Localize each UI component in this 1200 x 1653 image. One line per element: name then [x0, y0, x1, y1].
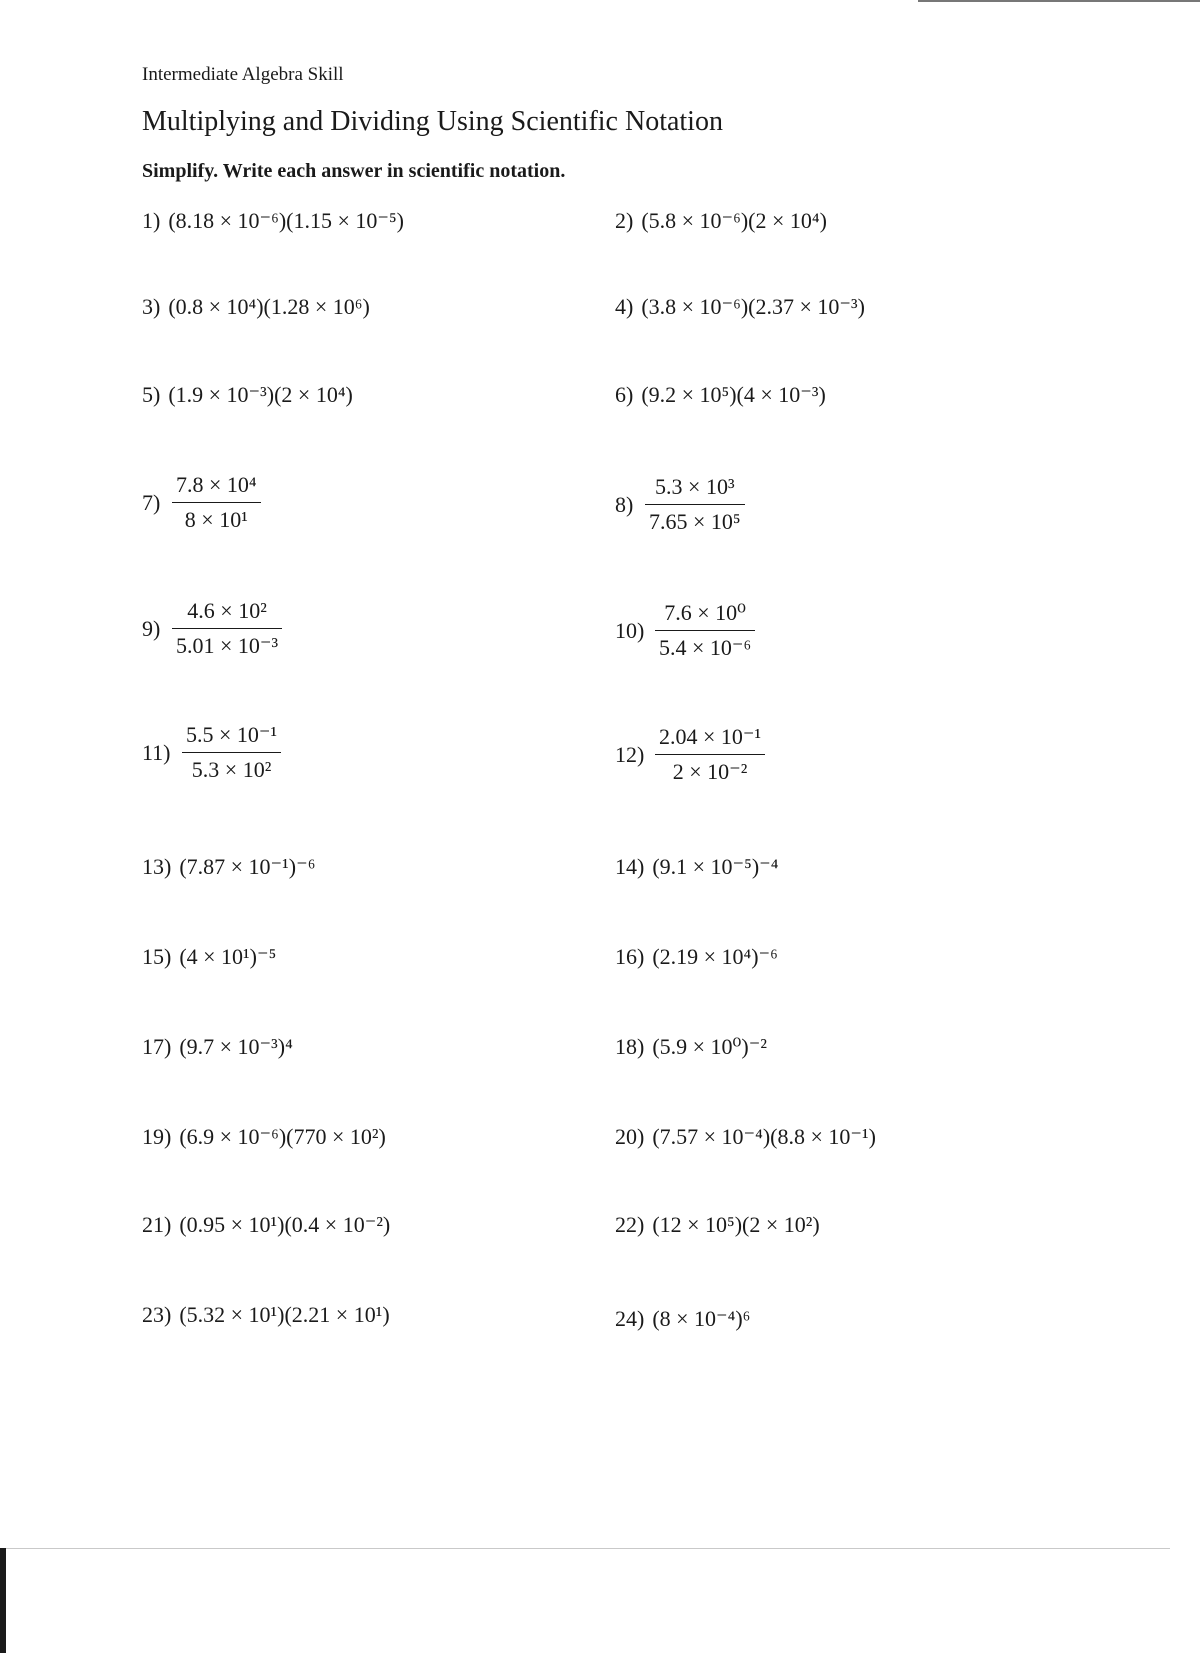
problem-19 — [142, 1124, 386, 1150]
problem-4 — [615, 294, 865, 320]
problem-16 — [615, 944, 778, 970]
problem-expression: (7.87 × 10⁻¹)⁻⁶ — [179, 854, 316, 879]
problem-number: 9) — [142, 616, 161, 641]
problem-number: 22) — [615, 1212, 645, 1237]
fraction — [182, 722, 281, 783]
problem-expression: (5.32 × 10¹)(2.21 × 10¹) — [179, 1302, 390, 1327]
problem-number: 19) — [142, 1124, 172, 1149]
problem-number: 12) — [615, 742, 645, 767]
problem-number: 8) — [615, 492, 634, 517]
numerator: 5.3 × 10³ — [645, 474, 745, 505]
fraction — [172, 472, 261, 533]
problem-number: 14) — [615, 854, 645, 879]
problem-21 — [142, 1212, 390, 1238]
fraction — [655, 724, 765, 785]
numerator: 7.8 × 10⁴ — [172, 472, 261, 503]
problem-17 — [142, 1034, 293, 1060]
problem-number: 6) — [615, 382, 634, 407]
problem-18 — [615, 1034, 767, 1060]
problem-13 — [142, 854, 315, 880]
denominator: 5.01 × 10⁻³ — [176, 633, 279, 658]
problem-expression: (9.7 × 10⁻³)⁴ — [179, 1034, 293, 1059]
fraction — [172, 598, 282, 659]
problem-number: 18) — [615, 1034, 645, 1059]
problem-expression: (0.8 × 10⁴)(1.28 × 10⁶) — [168, 294, 370, 319]
problem-expression: (2.19 × 10⁴)⁻⁶ — [652, 944, 778, 969]
problem-expression: (8 × 10⁻⁴)⁶ — [652, 1306, 751, 1331]
problem-14 — [615, 854, 778, 880]
problem-number: 20) — [615, 1124, 645, 1149]
problem-expression: (6.9 × 10⁻⁶)(770 × 10²) — [179, 1124, 386, 1149]
numerator: 7.6 × 10⁰ — [655, 600, 755, 631]
problem-expression: (9.1 × 10⁻⁵)⁻⁴ — [652, 854, 779, 879]
fraction — [655, 600, 755, 661]
problem-expression: (12 × 10⁵)(2 × 10²) — [652, 1212, 820, 1237]
scan-edge-line — [918, 0, 1200, 2]
problem-number: 4) — [615, 294, 634, 319]
problem-number: 2) — [615, 208, 634, 233]
numerator: 4.6 × 10² — [172, 598, 282, 629]
problem-1 — [142, 208, 404, 234]
page-title: Multiplying and Dividing Using Scientific Notation — [142, 106, 723, 137]
problem-number: 15) — [142, 944, 172, 969]
problem-3 — [142, 294, 370, 320]
problem-6 — [615, 382, 826, 408]
fraction — [645, 474, 745, 535]
denominator: 5.3 × 10² — [191, 757, 272, 782]
scan-edge-bar — [0, 1548, 6, 1653]
numerator: 5.5 × 10⁻¹ — [182, 722, 281, 753]
problem-number: 1) — [142, 208, 161, 233]
denominator: 5.4 × 10⁻⁶ — [659, 635, 752, 660]
subject-label: Intermediate Algebra Skill — [142, 64, 344, 85]
problem-number: 23) — [142, 1302, 172, 1327]
problem-expression: (4 × 10¹)⁻⁵ — [179, 944, 277, 969]
problem-number: 16) — [615, 944, 645, 969]
scan-bottom-rule — [0, 1548, 1170, 1549]
problem-number: 17) — [142, 1034, 172, 1059]
instructions: Simplify. Write each answer in scientific notation. — [142, 160, 566, 182]
problem-expression: (8.18 × 10⁻⁶)(1.15 × 10⁻⁵) — [168, 208, 405, 233]
denominator: 2 × 10⁻² — [672, 759, 748, 784]
problem-5 — [142, 382, 353, 408]
problem-22 — [615, 1212, 820, 1238]
problem-expression: (3.8 × 10⁻⁶)(2.37 × 10⁻³) — [641, 294, 865, 319]
problem-number: 11) — [142, 740, 171, 765]
problem-2 — [615, 208, 827, 234]
problem-expression: (5.9 × 10⁰)⁻² — [652, 1034, 767, 1059]
problem-number: 24) — [615, 1306, 645, 1331]
denominator: 8 × 10¹ — [184, 507, 248, 532]
problem-number: 3) — [142, 294, 161, 319]
problem-expression: (9.2 × 10⁵)(4 × 10⁻³) — [641, 382, 826, 407]
problem-number: 13) — [142, 854, 172, 879]
problem-expression: (1.9 × 10⁻³)(2 × 10⁴) — [168, 382, 353, 407]
problem-20 — [615, 1124, 876, 1150]
problem-number: 7) — [142, 490, 161, 515]
problem-expression: (5.8 × 10⁻⁶)(2 × 10⁴) — [641, 208, 827, 233]
problem-expression: (7.57 × 10⁻⁴)(8.8 × 10⁻¹) — [652, 1124, 876, 1149]
problem-number: 10) — [615, 618, 645, 643]
problem-number: 5) — [142, 382, 161, 407]
problem-15 — [142, 944, 276, 970]
denominator: 7.65 × 10⁵ — [649, 509, 741, 534]
problem-23 — [142, 1302, 390, 1328]
problem-expression: (0.95 × 10¹)(0.4 × 10⁻²) — [179, 1212, 391, 1237]
problem-number: 21) — [142, 1212, 172, 1237]
numerator: 2.04 × 10⁻¹ — [655, 724, 765, 755]
problem-24 — [615, 1306, 750, 1332]
